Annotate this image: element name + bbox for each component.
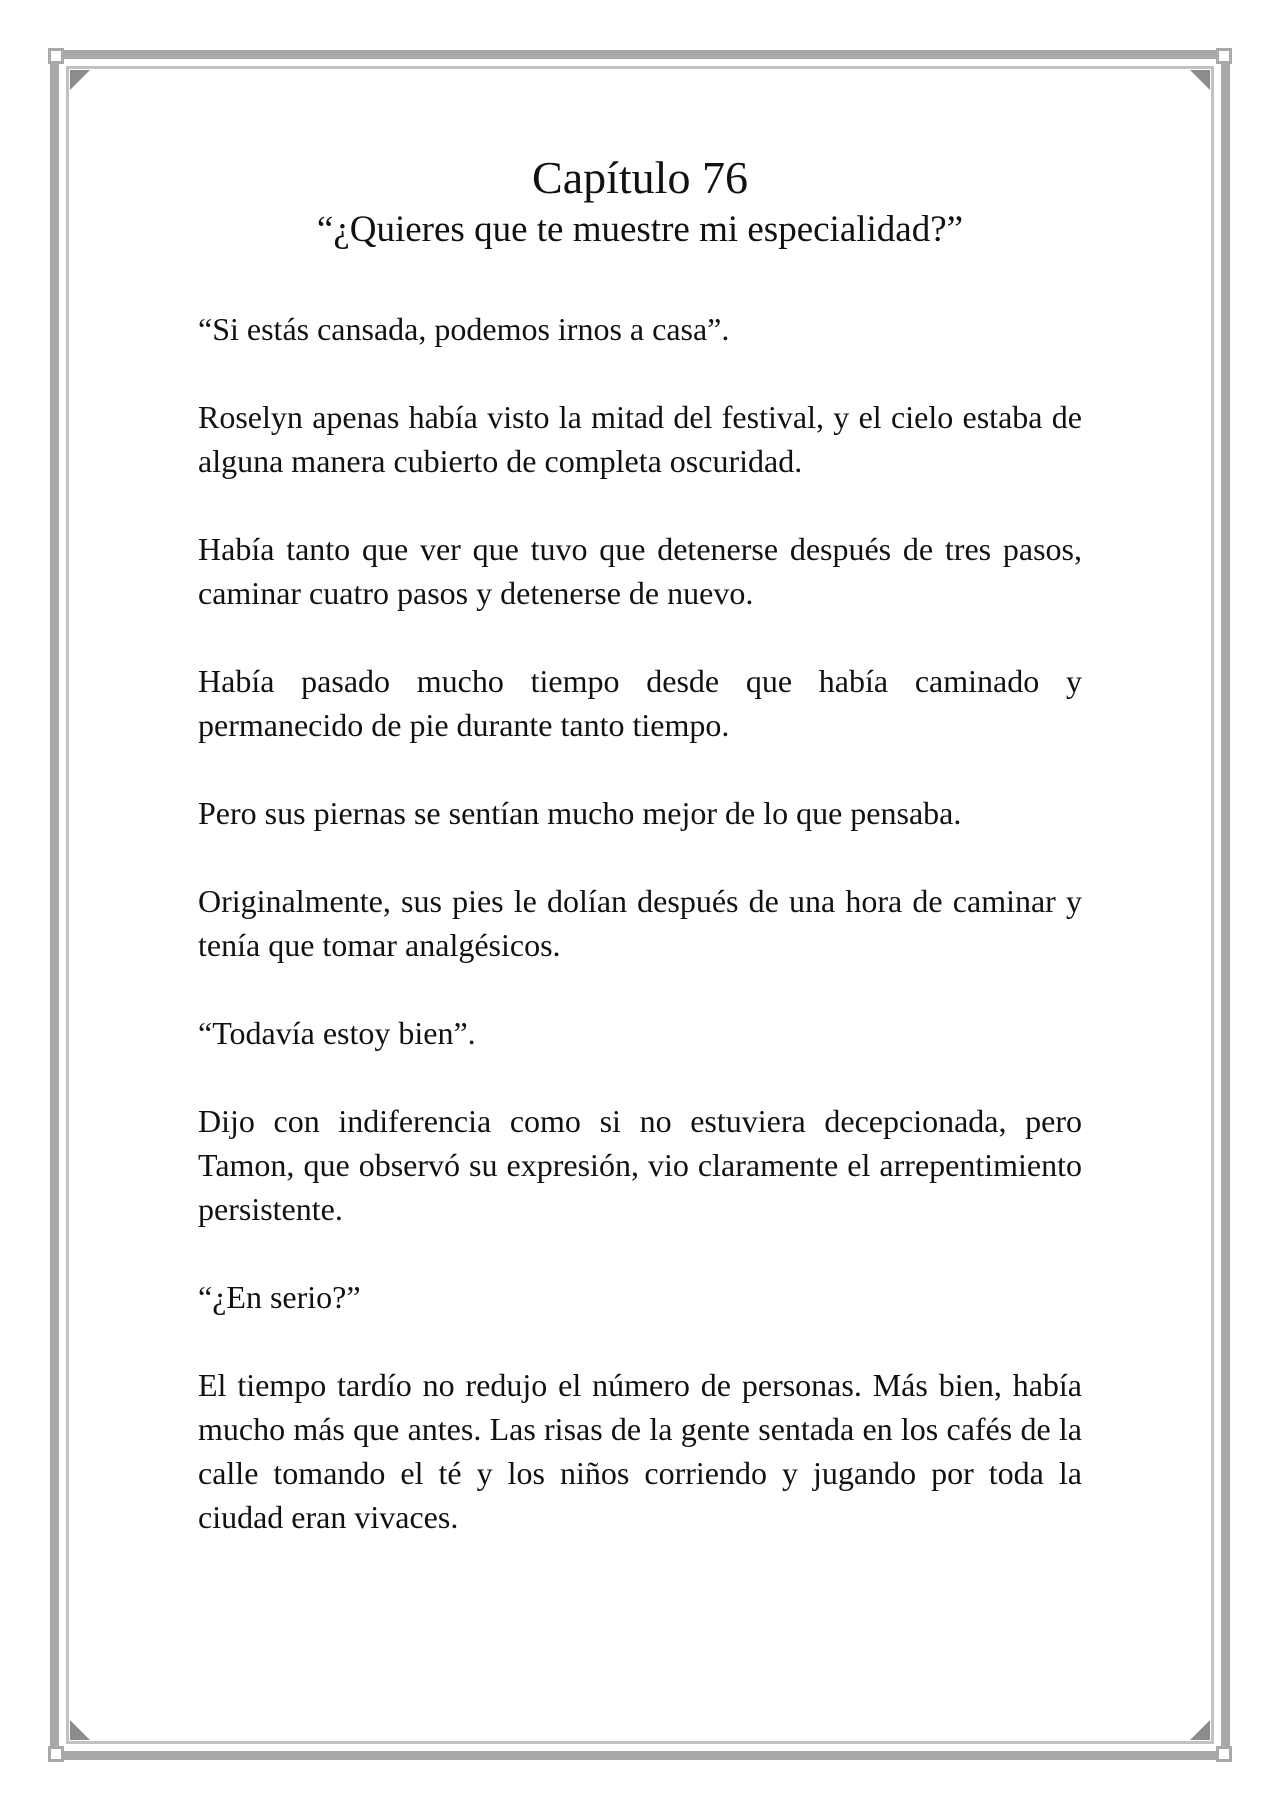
chapter-content [198, 150, 1082, 1583]
paragraph: Había pasado mucho tiempo desde que había caminado y permanecido de pie durante tanto tiempo. [198, 663, 1082, 744]
frame-corner-top-left [48, 48, 64, 64]
paragraph: Dijo con indiferencia como si no estuviera decepcionada, pero Tamon, que observó su expresión, vio claramente el arrepentimiento persistente. [198, 1103, 1082, 1228]
paragraph: “Si estás cansada, podemos irnos a casa”. [198, 311, 730, 348]
chapter-subtitle: “¿Quieres que te muestre mi especialidad?” [316, 209, 964, 251]
corner-ornament-top-left [70, 70, 90, 90]
paragraph: Originalmente, sus pies le dolían después de una hora de caminar y tenía que tomar analgésicos. [198, 883, 1082, 964]
chapter-title: Capítulo 76 [532, 152, 748, 203]
paragraph: “Todavía estoy bien”. [198, 1015, 476, 1052]
paragraph: Pero sus piernas se sentían mucho mejor de lo que pensaba. [198, 795, 962, 832]
paragraph: Había tanto que ver que tuvo que detenerse después de tres pasos, caminar cuatro pasos y detenerse de nuevo. [198, 531, 1082, 612]
frame-corner-bottom-right [1216, 1746, 1232, 1762]
corner-ornament-bottom-left [70, 1720, 90, 1740]
paragraph: El tiempo tardío no redujo el número de personas. Más bien, había mucho más que antes. Las risas de la gente sentada en los cafés de la calle tomando el té y los niños corriendo y jugando por toda la ciudad eran vivaces. [198, 1367, 1082, 1536]
corner-ornament-bottom-right [1190, 1720, 1210, 1740]
corner-ornament-top-right [1190, 70, 1210, 90]
paragraph: “¿En serio?” [198, 1279, 361, 1316]
paragraph: Roselyn apenas había visto la mitad del festival, y el cielo estaba de alguna manera cubierto de completa oscuridad. [198, 399, 1082, 480]
frame-corner-top-right [1216, 48, 1232, 64]
frame-corner-bottom-left [48, 1746, 64, 1762]
